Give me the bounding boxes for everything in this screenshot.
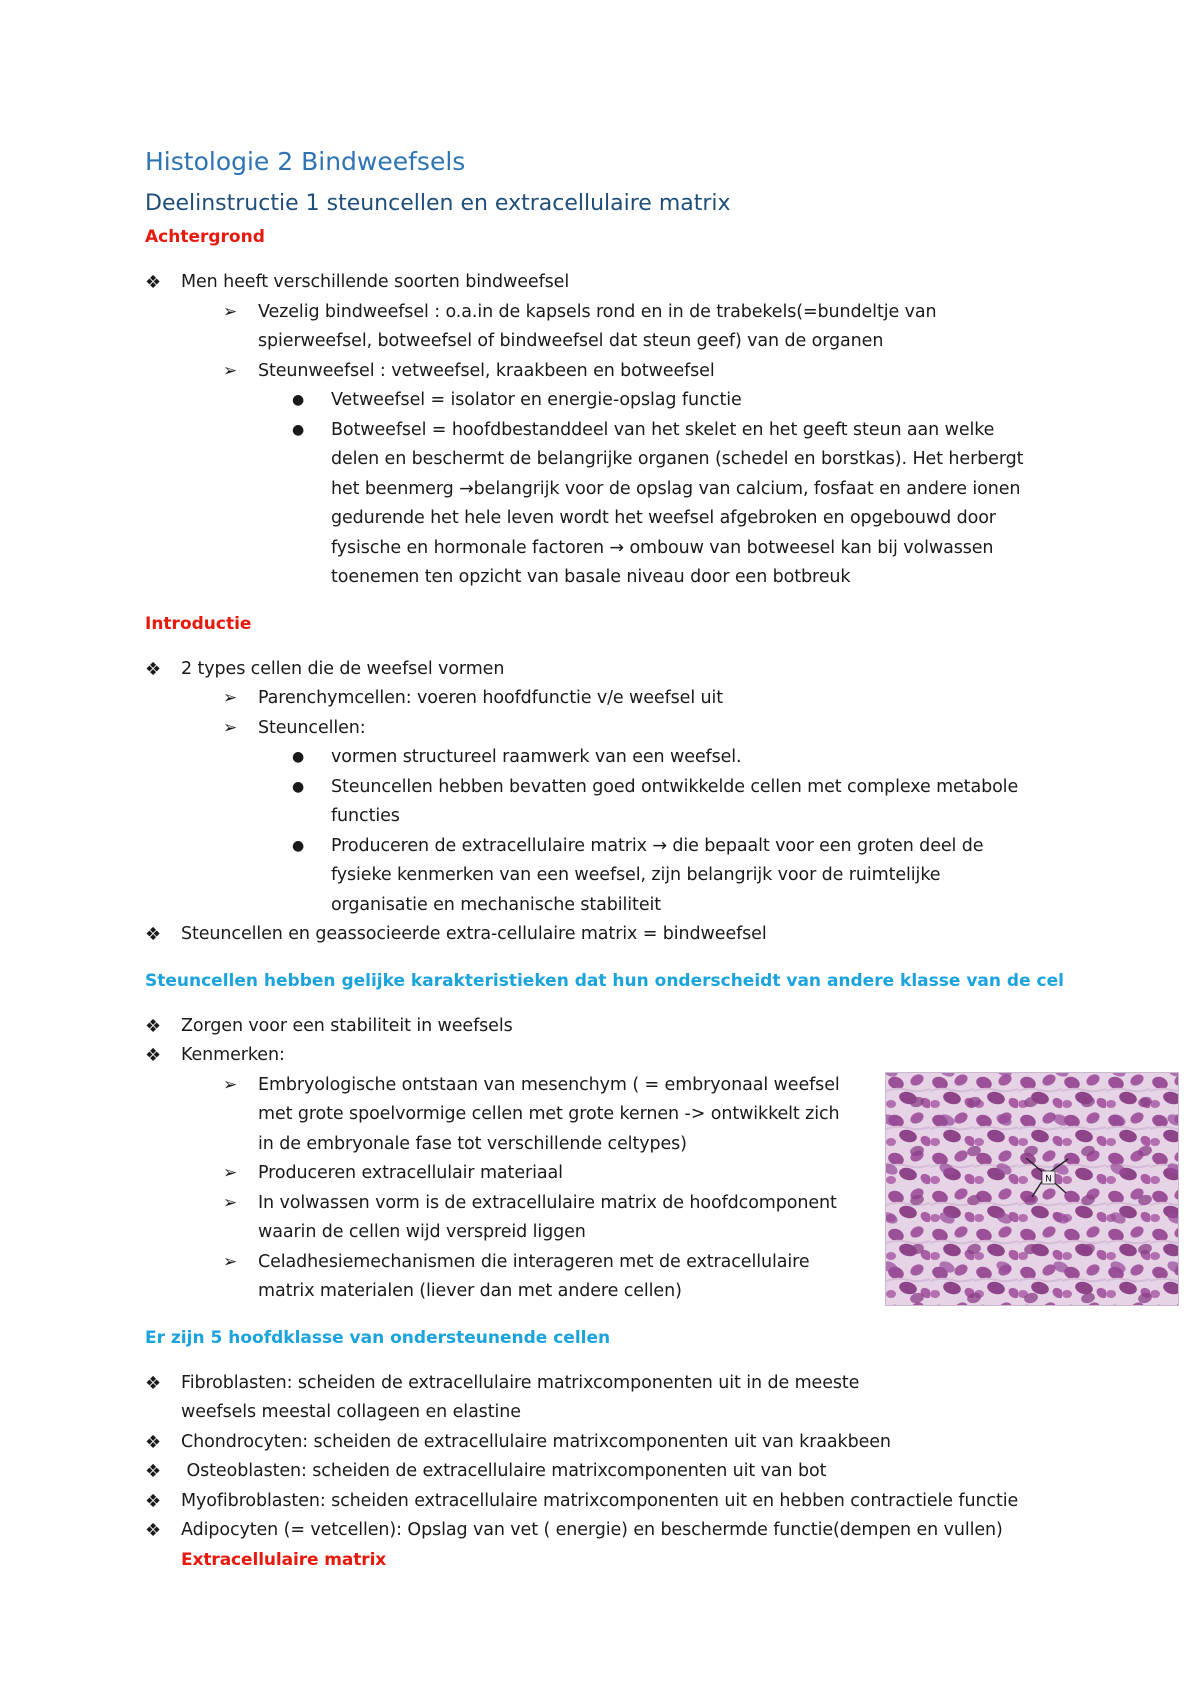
diamond-bullet-icon: ❖ xyxy=(145,1431,162,1453)
list-item: ❖ Adipocyten (= vetcellen): Opslag van vet ( energie) en beschermde functie(dempen en vullen) xyxy=(145,1516,1065,1546)
list-item: ❖ Fibroblasten: scheiden de extracellulaire matrixcomponenten uit in de meeste xyxy=(145,1369,1065,1399)
dot-bullet-icon: ● xyxy=(292,837,305,854)
arrow-bullet-icon: ➢ xyxy=(223,1192,238,1213)
arrow-bullet-icon: ➢ xyxy=(223,1251,238,1272)
diamond-bullet-icon: ❖ xyxy=(145,272,162,293)
list-item: ● Steuncellen hebben bevatten goed ontwikkelde cellen met complexe metabole xyxy=(145,773,1065,803)
list-item: ➢ Steuncellen: xyxy=(145,714,1065,744)
arrow-bullet-icon: ➢ xyxy=(223,1074,238,1095)
heading-introductie: Introductie xyxy=(145,613,252,634)
list-item: ● Produceren de extracellulaire matrix → die bepaalt voor een groten deel de xyxy=(145,832,1065,862)
dot-bullet-icon: ● xyxy=(292,778,305,795)
list-item-continuation: delen en beschermt de belangrijke organen (schedel en borstkas). Het herbergt xyxy=(331,449,1024,469)
arrow-bullet-icon: ➢ xyxy=(223,717,238,738)
diamond-bullet-icon: ❖ xyxy=(145,1015,162,1037)
list-item-continuation: in de embryonale fase tot verschillende celtypes) xyxy=(258,1133,687,1154)
list-item-continuation: met grote spoelvormige cellen met grote kernen -> ontwikkelt zich xyxy=(258,1104,840,1124)
arrow-bullet-icon: ➢ xyxy=(223,301,238,322)
diamond-bullet-icon: ❖ xyxy=(145,1372,162,1394)
dot-bullet-icon: ● xyxy=(292,749,305,765)
list-item-continuation: fysieke kenmerken van een weefsel, zijn belangrijk voor de ruimtelijke xyxy=(331,865,941,885)
document-subtitle: Deelinstructie 1 steuncellen en extracellulaire matrix xyxy=(145,191,731,216)
list-item: ❖ Chondrocyten: scheiden de extracellulaire matrixcomponenten uit van kraakbeen xyxy=(145,1428,1065,1458)
list-item: ➢ Vezelig bindweefsel : o.a.in de kapsels rond en in de trabekels(=bundeltje van xyxy=(145,298,1065,328)
list-item: ❖ Zorgen voor een stabiliteit in weefsels xyxy=(145,1012,1065,1042)
dot-bullet-icon: ● xyxy=(292,421,305,438)
list-item: ➢ Produceren extracellulair materiaal xyxy=(145,1159,1065,1189)
document-title: Histologie 2 Bindweefsels xyxy=(145,147,466,176)
heading-hoofdklassen: Er zijn 5 hoofdklasse van ondersteunende cellen xyxy=(145,1327,611,1348)
list-item-continuation: functies xyxy=(331,806,400,826)
list-item: ❖ Men heeft verschillende soorten bindweefsel xyxy=(145,268,1065,298)
figure-label: N xyxy=(1045,1174,1052,1185)
mesenchyme-micrograph xyxy=(885,1072,1179,1306)
list-item: ❖ Steuncellen en geassocieerde extra-cellulaire matrix = bindweefsel xyxy=(145,920,1065,950)
list-item-continuation: spierweefsel, botweefsel of bindweefsel dat steun geef) van de organen xyxy=(258,331,884,351)
list-item-continuation: gedurende het hele leven wordt het weefsel afgebroken en opgebouwd door xyxy=(331,508,996,528)
list-item-continuation: organisatie en mechanische stabiliteit xyxy=(331,894,662,915)
list-item: ➢ Celadhesiemechanismen die interageren met de extracellulaire xyxy=(145,1248,1065,1278)
list-item: ❖ Osteoblasten: scheiden de extracellulaire matrixcomponenten uit van bot xyxy=(145,1457,1065,1487)
list-item: ➢ Parenchymcellen: voeren hoofdfunctie v/e weefsel uit xyxy=(145,684,1065,714)
arrow-bullet-icon: ➢ xyxy=(223,360,238,381)
list-item: ➢ In volwassen vorm is de extracellulaire matrix de hoofdcomponent xyxy=(145,1189,1065,1219)
list-item-continuation: weefsels meestal collageen en elastine xyxy=(181,1402,521,1422)
list-item: ❖ Kenmerken: xyxy=(145,1041,1065,1071)
arrow-bullet-icon: ➢ xyxy=(223,1163,238,1183)
list-item-continuation: matrix materialen (liever dan met andere cellen) xyxy=(258,1281,682,1301)
diamond-bullet-icon: ❖ xyxy=(145,1490,162,1512)
list-item-continuation: toenemen ten opzicht van basale niveau door een botbreuk xyxy=(331,567,851,587)
list-item-continuation: fysische en hormonale factoren → ombouw van botweesel kan bij volwassen xyxy=(331,537,994,558)
heading-achtergrond: Achtergrond xyxy=(145,227,265,247)
heading-karakteristieken: Steuncellen hebben gelijke karakteristieken dat hun onderscheidt van andere klasse van de cel xyxy=(145,970,1064,991)
diamond-bullet-icon: ❖ xyxy=(145,1461,162,1482)
dot-bullet-icon: ● xyxy=(292,392,305,408)
diamond-bullet-icon: ❖ xyxy=(145,1520,162,1541)
list-item: ● Botweefsel = hoofdbestanddeel van het skelet en het geeft steun aan welke xyxy=(145,416,1065,446)
list-item: ● Vetweefsel = isolator en energie-opslag functie xyxy=(145,386,1065,416)
diamond-bullet-icon: ❖ xyxy=(145,924,162,945)
list-item-continuation: het beenmerg →belangrijk voor de opslag van calcium, fosfaat en andere ionen xyxy=(331,478,1021,499)
list-item: ❖ Myofibroblasten: scheiden extracellulaire matrixcomponenten uit en hebben contractiele functie xyxy=(145,1487,1065,1517)
list-item: ● vormen structureel raamwerk van een weefsel. xyxy=(145,743,1065,773)
list-item-heading xyxy=(145,1546,1065,1576)
heading-extracellulaire-matrix: Extracellulaire matrix xyxy=(181,1549,387,1570)
diamond-bullet-icon: ❖ xyxy=(145,1045,162,1066)
list-item: ➢ Steunweefsel : vetweefsel, kraakbeen en botweefsel xyxy=(145,357,1065,387)
document-content xyxy=(145,140,1065,1575)
diamond-bullet-icon: ❖ xyxy=(145,658,162,680)
arrow-bullet-icon: ➢ xyxy=(223,688,238,708)
list-item: ❖ 2 types cellen die de weefsel vormen xyxy=(145,655,1065,685)
list-item-continuation: waarin de cellen wijd verspreid liggen xyxy=(258,1222,586,1242)
list-item: ➢ Embryologische ontstaan van mesenchym ( = embryonaal weefsel xyxy=(145,1071,1065,1101)
